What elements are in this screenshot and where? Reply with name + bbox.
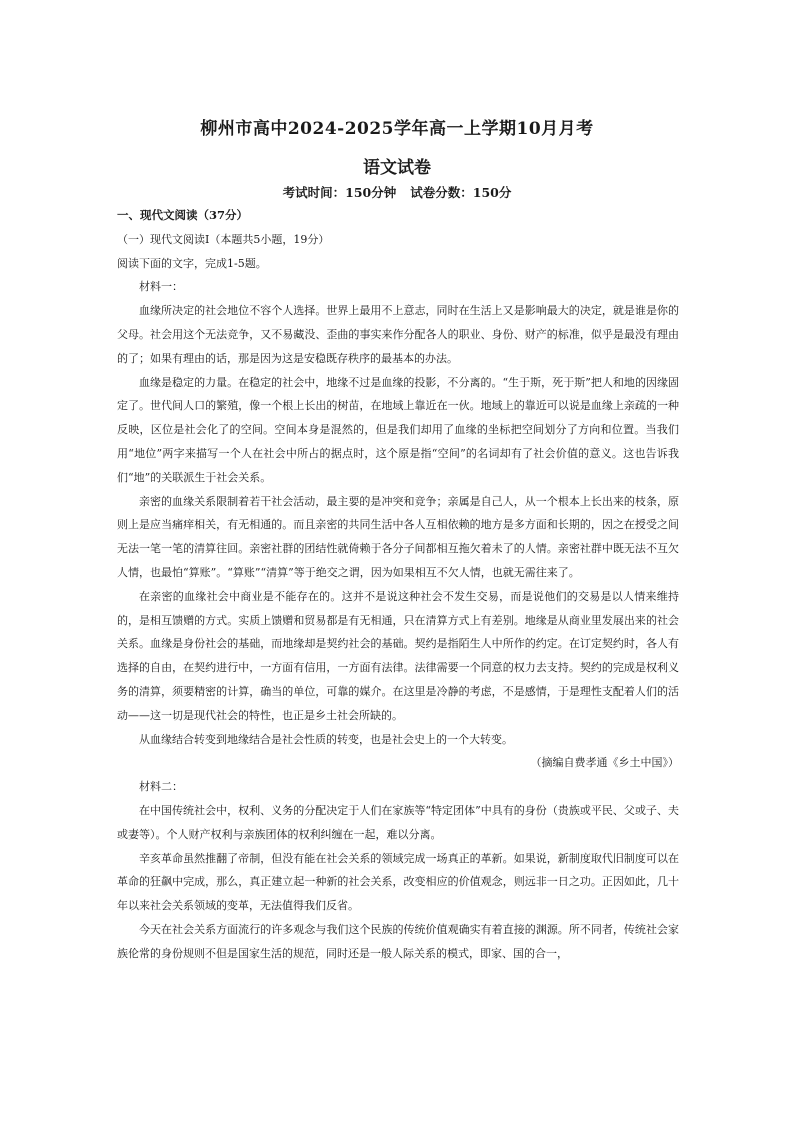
- exam-title: 柳州市高中2024-2025学年高一上学期10月月考: [200, 119, 594, 139]
- material2-paragraph: 辛亥革命虽然推翻了帝制，但没有能在社会关系的领域完成一场真正的革新。如果说，新制度取代旧制度可以在革命的狂飙中完成，那么，真正建立起一种新的社会关系，改变相应的价值观念，则远非一日之功。正因如此，几十年以来社会关系领域的变革，无法值得我们反省。: [117, 851, 679, 913]
- instruction-text: 阅读下面的文字，完成1-5题。: [117, 256, 267, 270]
- material2-label: 材料二：: [139, 780, 183, 794]
- reading-content: [117, 204, 679, 966]
- exam-subtitle: 语文试卷: [363, 158, 431, 178]
- material1-paragraph: 血缘所决定的社会地位不容个人选择。世界上最用不上意志，同时在生活上又是影响最大的决定，就是谁是你的父母。社会用这个无法竞争，又不易藏没、歪曲的事实来作分配各人的职业、身份、财产的标准，似乎是最没有理由的了；如果有理由的话，那是因为这是安稳既存秩序的最基本的办法。: [117, 304, 679, 365]
- material1-paragraph: 从血缘结合转变到地缘结合是社会性质的转变，也是社会史上的一个大转变。: [139, 732, 513, 746]
- exam-info: [0, 183, 794, 201]
- material2-paragraph: 今天在社会关系方面流行的许多观念与我们这个民族的传统价值观确实有着直接的渊源。所不同者，传统社会家族伦常的身份规则不但是国家生活的规范，同时还是一般人际关系的模式，即家、国的合一，: [117, 922, 679, 960]
- exam-score: 试卷分数：150分: [410, 185, 512, 200]
- material1-paragraph: 在亲密的血缘社会中商业是不能存在的。这并不是说这种社会不发生交易，而是说他们的交易是以人情来维持的，是相互馈赠的方式。实质上馈赠和贸易都是有无相通，只在清算方式上有差别。地缘是从商业里发展出来的社会关系。血缘是身份社会的基础，而地缘却是契约社会的基础。契约是指陌生人中所作的约定。在订定契约时，各人有选择的自由，在契约进行中，一方面有信用，一方面有法律。法律需要一个同意的权力去支持。契约的完成是权利义务的清算，须要精密的计算，确当的单位，可靠的媒介。在这里是冷静的考虑，不是感情，于是理性支配着人们的活动——这一切是现代社会的特性，也正是乡土社会所缺的。: [117, 589, 679, 722]
- section-heading: 一、现代文阅读（37分）: [117, 208, 249, 222]
- material1-paragraph: 血缘是稳定的力量。在稳定的社会中，地缘不过是血缘的投影，不分离的。“生于斯，死于斯”把人和地的因缘固定了。世代间人口的繁殖，像一个根上长出的树苗，在地域上靠近在一伙。地域上的靠近可以说是血缘上亲疏的一种反映，区位是社会化了的空间。空间本身是混然的，但是我们却用了血缘的坐标把空间划分了方向和位置。当我们用“地位”两字来描写一个人在社会中所占的据点时，这个原是指“空间”的名词却有了社会价值的意义。这也告诉我们“地”的关联派生于社会关系。: [117, 375, 679, 484]
- material1-paragraph: 亲密的血缘关系限制着若干社会活动，最主要的是冲突和竞争；亲属是自己人，从一个根本上长出来的枝条，原则上是应当痛痒相关，有无相通的。而且亲密的共同生活中各人互相依赖的地方是多方面和长期的，因之在授受之间无法一笔一笔的清算往回。亲密社群的团结性就倚赖于各分子间都相互拖欠着未了的人情。亲密社群中既无法不互欠人情，也最怕“算账”。“算账”“清算”等于绝交之谓，因为如果相互不欠人情，也就无需往来了。: [117, 494, 679, 579]
- exam-time: 考试时间：150分钟: [282, 185, 397, 200]
- material1-label: 材料一：: [139, 280, 183, 294]
- material1-source: （摘编自费孝通《乡土中国》）: [530, 756, 679, 770]
- subsection-heading: （一）现代文阅读Ⅰ（本题共5小题，19分）: [117, 232, 330, 246]
- material2-paragraph: 在中国传统社会中，权利、义务的分配决定于人们在家族等“特定团体”中具有的身份（贵族或平民、父或子、夫或妻等）。个人财产权利与亲族团体的权利纠缠在一起，难以分离。: [117, 803, 679, 841]
